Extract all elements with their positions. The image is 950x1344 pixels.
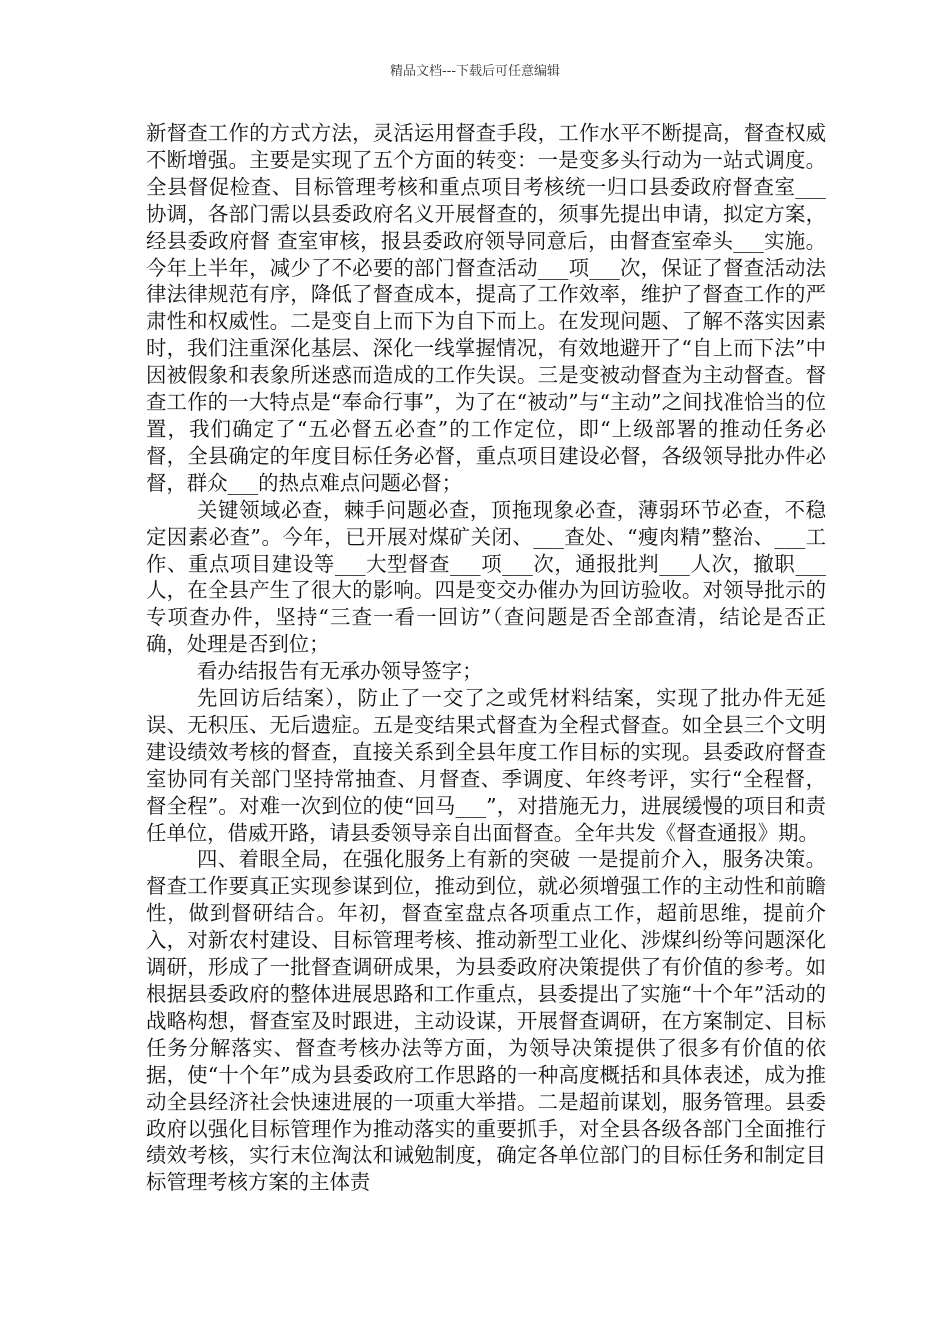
paragraph-4: 先回访后结案），防止了一交了之或凭材料结案，实现了批办件无延误、无积压、无后遗症。五是变结果式督查为全程式督查。如全县三个文明建设绩效考核的督查，直接关系到全县年度工作目标的实现。县委政府督查室协同有关部门坚持常抽查、月督查、季调度、年终考评，实行“全程督，督全程”。对难一次到位的使“回马___”，对措施无力，进展缓慢的项目和责任单位，借威开路，请县委领导亲自出面督查。全年共发《督查通报》期。 <box>146 686 826 845</box>
page-header: 精品文档---下载后可任意编辑 <box>389 64 561 79</box>
paragraph-5: 四、着眼全局，在强化服务上有新的突破 一是提前介入，服务决策。督查工作要真正实现参谋到位，推动到位，就必须增强工作的主动性和前瞻性，做到督研结合。年初，督查室盘点各项重点工作，超前思维，提前介入，对新农村建设、目标管理考核、推动新型工业化、涉煤纠纷等问题深化调研，形成了一批督查调研成果，为县委政府决策提供了有价值的参考。如根据县委政府的整体进展思路和工作重点，县委提出了实施“十个年”活动的战略构想，督查室及时跟进，主动设谋，开展督查调研，在方案制定、目标任务分解落实、督查考核办法等方面，为领导决策提供了很多有价值的依据，使“十个年”成为县委政府工作思路的一种高度概括和具体表述，成为推动全县经济社会快速进展的一项重大举措。二是超前谋划，服务管理。县委政府以强化目标管理作为推动落实的重要抓手，对全县各级各部门全面推行绩效考核，实行末位淘汰和诫勉制度，确定各单位部门的目标任务和制定目标管理考核方案的主体责 <box>146 847 826 1195</box>
paragraph-3: 看办结报告有无承办领导签字； <box>197 659 483 684</box>
paragraph-2: 关键领域必查，棘手问题必查，顶拖现象必查，薄弱环节必查，不稳定因素必查”。今年，已开展对煤矿关闭、___查处、“瘦肉精”整治、___工作、重点项目建设等___大型督查___项___次，通报批判___人次，撤职___人，在全县产生了很大的影响。四是变交办催办为回访验收。对领导批示的专项查办件，坚持“三查一看一回访”（查问题是否全部查清，结论是否正确，处理是否到位； <box>146 497 826 657</box>
document-body <box>146 120 826 1196</box>
paragraph-1: 新督查工作的方式方法，灵活运用督查手段，工作水平不断提高，督查权威不断增强。主要是实现了五个方面的转变：一是变多头行动为一站式调度。全县督促检查、目标管理考核和重点项目考核统一归口县委政府督查室___协调，各部门需以县委政府名义开展督查的，须事先提出申请，拟定方案，经县委政府督 查室审核，报县委政府领导同意后，由督查室牵头___实施。今年上半年，减少了不必要的部门督查活动___项___次，保证了督查活动法律法律规范有序，降低了督查成本，提高了工作效率，维护了督查工作的严肃性和权威性。二是变自上而下为自下而上。在发现问题、了解不落实因素时，我们注重深化基层、深化一线掌握情况，有效地避开了“自上而下法”中因被假象和表象所迷惑而造成的工作失误。三是变被动督查为主动督查。督查工作的一大特点是“奉命行事”，为了在“被动”与“主动”之间找准恰当的位置，我们确定了“五必督五必查”的工作定位，即“上级部署的推动任务必督，全县确定的年度目标任务必督，重点项目建设必督，各级领导批办件必督，群众___的热点难点问题必督； <box>146 121 826 495</box>
